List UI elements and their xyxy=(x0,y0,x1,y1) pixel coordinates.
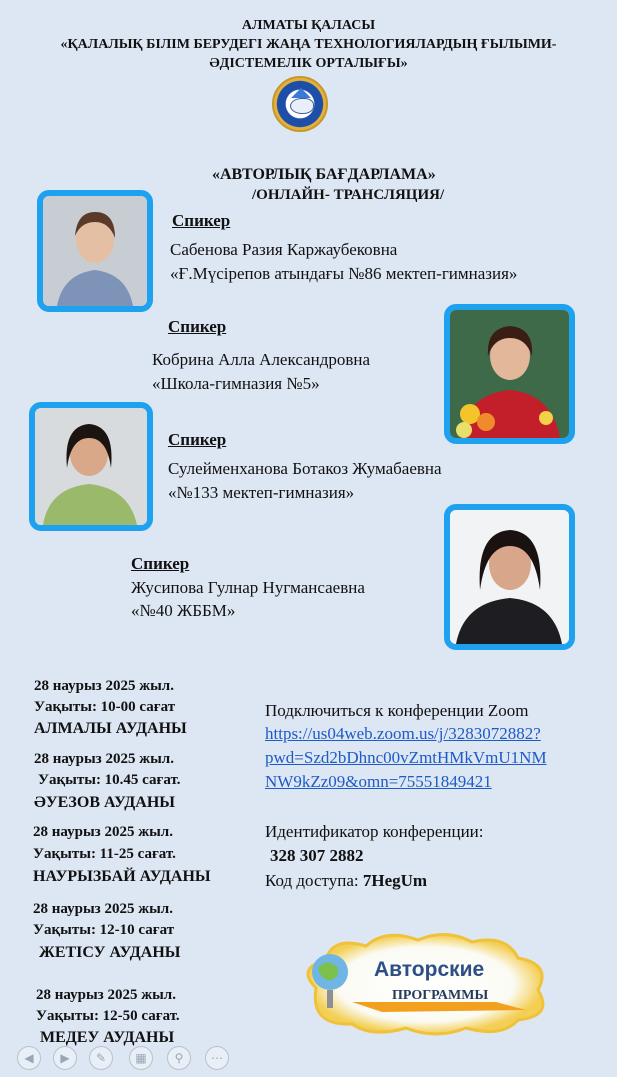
speaker-2-label: Спикер xyxy=(168,317,227,336)
header-line-3: ӘДІСТЕМЕЛІК ОРТАЛЫҒЫ» xyxy=(209,56,408,71)
pen-icon[interactable]: ✎ xyxy=(89,1046,113,1070)
schedule-2-date: 28 наурыз 2025 жыл. xyxy=(34,751,174,767)
schedule-3-date: 28 наурыз 2025 жыл. xyxy=(33,824,173,840)
speaker-1-name: Сабенова Разия Каржаубековна xyxy=(170,240,398,259)
schedule-1-date: 28 наурыз 2025 жыл. xyxy=(34,678,174,694)
program-subtitle: /ОНЛАЙН- ТРАНСЛЯЦИЯ/ xyxy=(252,187,445,203)
speaker-3-name: Сулейменханова Ботакоз Жумабаевна xyxy=(168,459,442,478)
schedule-4-date: 28 наурыз 2025 жыл. xyxy=(33,901,173,917)
speaker-4-label: Спикер xyxy=(131,554,190,573)
almaty-emblem-icon xyxy=(272,76,328,132)
access-code-label: Код доступа: xyxy=(265,871,359,890)
access-code xyxy=(265,870,427,892)
more-icon[interactable]: ⋯ xyxy=(205,1046,229,1070)
back-icon[interactable]: ◀ xyxy=(17,1046,41,1070)
header-line-2: «ҚАЛАЛЫҚ БІЛІМ БЕРУДЕГІ ЖАҢА ТЕХНОЛОГИЯЛАРДЫҢ ҒЫЛЫМИ- xyxy=(60,37,557,52)
speaker-4-photo xyxy=(444,504,575,650)
access-code-value: 7HegUm xyxy=(362,871,428,890)
zoom-link-line-2[interactable]: pwd=Szd2bDhnc00vZmtHMkVmU1NM xyxy=(265,748,547,767)
speaker-1-school: «Ғ.Мүсірепов атындағы №86 мектеп-гимназия» xyxy=(170,264,518,283)
speaker-4-school: «№40 ЖББМ» xyxy=(131,601,236,620)
speaker-4-name: Жусипова Гулнар Нугмансаевна xyxy=(131,578,365,597)
conference-id-label: Идентификатор конференции: xyxy=(265,822,484,841)
speaker-1-photo xyxy=(37,190,153,312)
speaker-1-label: Спикер xyxy=(172,211,231,230)
schedule-2-district: ӘУЕЗОВ АУДАНЫ xyxy=(34,794,175,811)
zoom-link-line-1[interactable]: https://us04web.zoom.us/j/3283072882? xyxy=(265,724,541,743)
schedule-1-time: Уақыты: 10-00 сағат xyxy=(34,699,176,715)
schedule-5-date: 28 наурыз 2025 жыл. xyxy=(36,987,176,1003)
schedule-5-district: МЕДЕУ АУДАНЫ xyxy=(40,1029,175,1046)
schedule-4-district: ЖЕТІСУ АУДАНЫ xyxy=(39,944,181,961)
zoom-connect-label: Подключиться к конференции Zoom xyxy=(265,701,529,720)
schedule-5-time: Уақыты: 12-50 сағат. xyxy=(36,1008,180,1024)
speaker-3-school: «№133 мектеп-гимназия» xyxy=(168,483,355,502)
schedule-3-time: Уақыты: 11-25 сағат. xyxy=(33,846,176,862)
program-title: «АВТОРЛЫҚ БАҒДАРЛАМА» xyxy=(212,166,436,183)
schedule-2-time: Уақыты: 10.45 сағат. xyxy=(38,772,181,788)
speaker-2-school: «Школа-гимназия №5» xyxy=(152,374,320,393)
speaker-2-photo xyxy=(444,304,575,444)
speaker-2-name: Кобрина Алла Александровна xyxy=(152,350,371,369)
speaker-3-label: Спикер xyxy=(168,430,227,449)
schedule-1-district: АЛМАЛЫ АУДАНЫ xyxy=(34,720,187,737)
author-programs-logo xyxy=(296,928,556,1038)
speaker-3-photo xyxy=(29,402,153,531)
header-line-1: АЛМАТЫ ҚАЛАСЫ xyxy=(241,18,376,33)
logo-subtitle: ПРОГРАММЫ xyxy=(392,988,489,1003)
schedule-4-time: Уақыты: 12-10 сағат xyxy=(33,922,175,938)
zoom-link-line-3[interactable]: NW9kZz09&omn=75551849421 xyxy=(265,772,492,791)
schedule-3-district: НАУРЫЗБАЙ АУДАНЫ xyxy=(33,868,211,885)
slides-icon[interactable]: ▦ xyxy=(129,1046,153,1070)
conference-id-value: 328 307 2882 xyxy=(270,846,364,865)
zoom-icon[interactable]: ⚲ xyxy=(167,1046,191,1070)
forward-icon[interactable]: ▶ xyxy=(53,1046,77,1070)
logo-title: Авторские xyxy=(374,958,485,981)
